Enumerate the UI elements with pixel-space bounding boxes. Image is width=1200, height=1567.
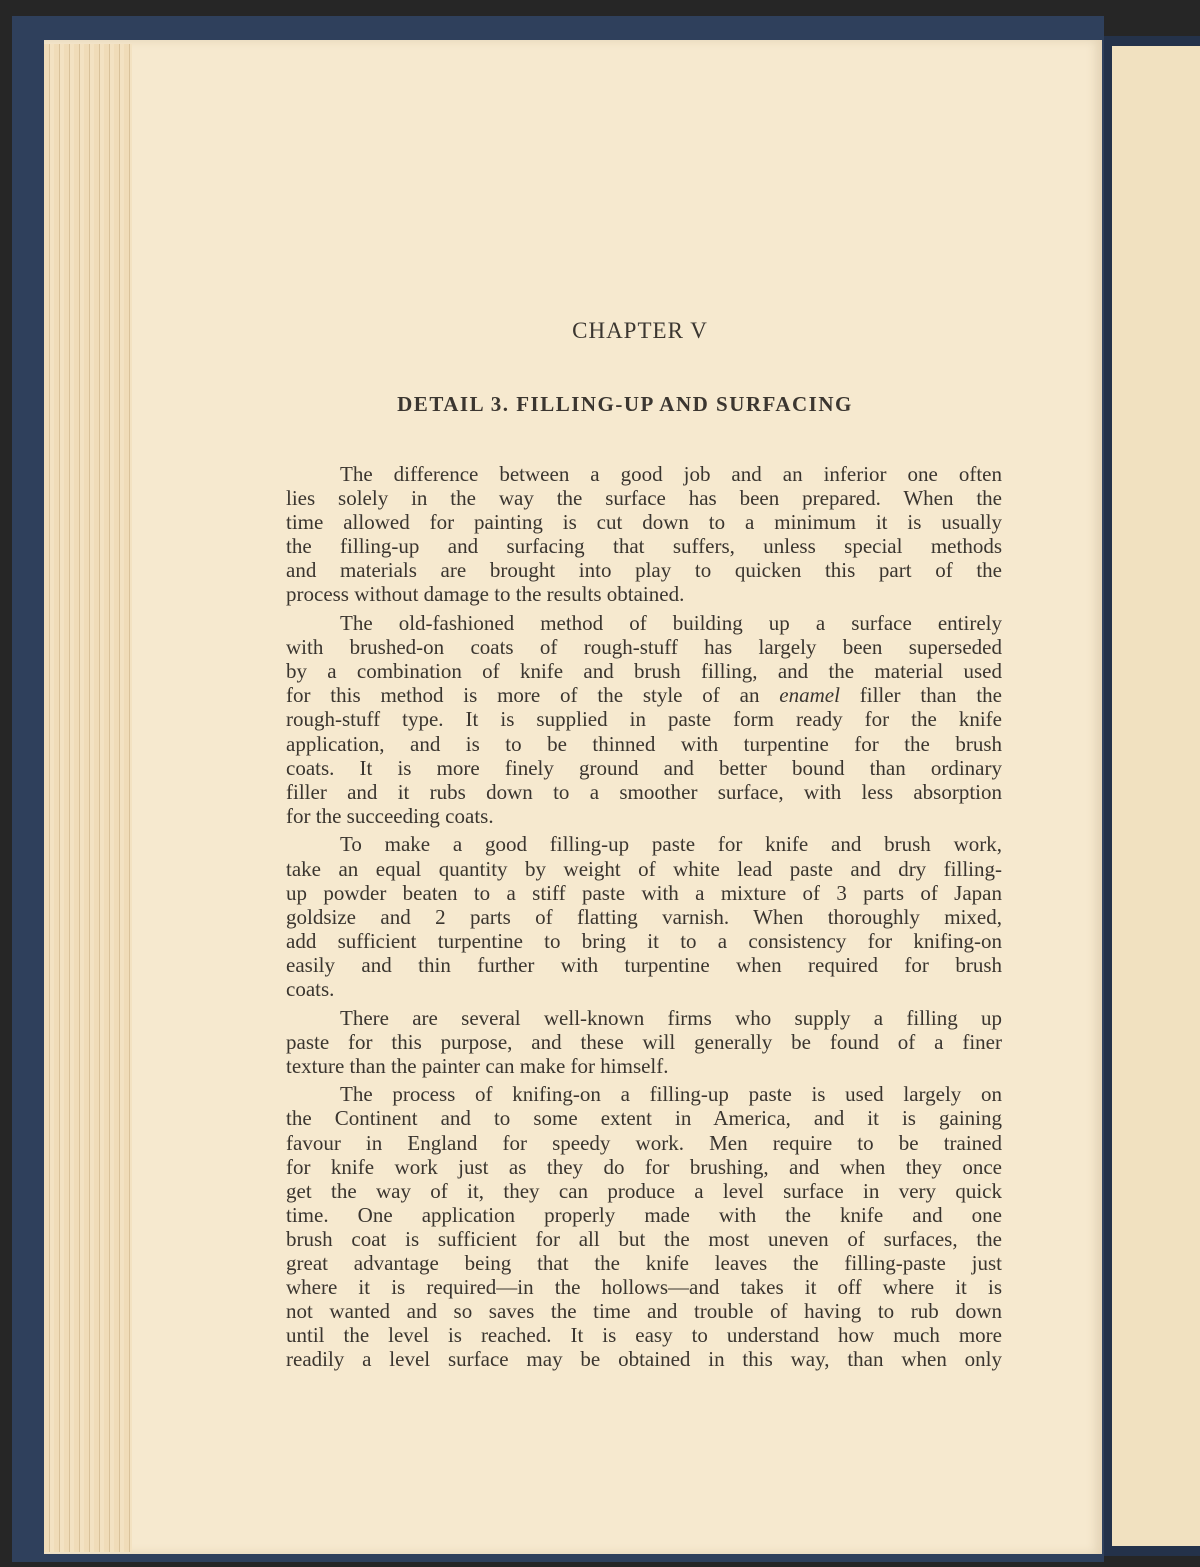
text-line: the Continent and to some extent in America, and it is gaining [286, 1106, 1002, 1131]
text-line: lies solely in the way the surface has been prepared. When the [286, 486, 1002, 511]
text-line: To make a good filling-up paste for knife and brush work, [340, 832, 1002, 857]
text-line: application, and is to be thinned with turpentine for the brush [286, 731, 1002, 756]
text-line: great advantage being that the knife leaves the filling-paste just [286, 1251, 1002, 1275]
text-line: The process of knifing-on a filling-up paste is used largely on [340, 1082, 1002, 1107]
text-line: by a combination of knife and brush filling, and the material used [286, 659, 1002, 684]
text-line: easily and thin further with turpentine when required for brush [286, 952, 1002, 977]
emphasis: enamel [779, 683, 840, 708]
text-line: time allowed for painting is cut down to a minimum it is usually [286, 510, 1002, 535]
text-line: for knife work just as they do for brushing, and when they once [286, 1154, 1002, 1179]
text-line: time. One application properly made with the knife and one [286, 1202, 1002, 1227]
text-line: take an equal quantity by weight of white lead paste and dry filling- [286, 856, 1002, 881]
next-page-edge [1112, 46, 1200, 1546]
text-line: for this method is more of the style of an enamel filler than the [286, 683, 1002, 708]
text-line: texture than the painter can make for himself. [286, 1053, 669, 1078]
paragraph [286, 1082, 1002, 1371]
text-line: readily a level surface may be obtained in this way, than when only [286, 1347, 1002, 1372]
paragraph [286, 832, 1002, 1001]
text-line: There are several well-known firms who supply a filling up [340, 1005, 1002, 1030]
text-line: until the level is reached. It is easy to understand how much more [286, 1323, 1002, 1348]
text-line: the filling-up and surfacing that suffers, unless special methods [286, 534, 1002, 559]
text-line: with brushed-on coats of rough-stuff has largely been superseded [286, 635, 1002, 660]
text-line: goldsize and 2 parts of flatting varnish. When thoroughly mixed, [286, 904, 1002, 929]
section-title: DETAIL 3. FILLING-UP AND SURFACING [397, 392, 853, 416]
paragraph [286, 462, 1002, 607]
body-text [286, 462, 1002, 1376]
chapter-title: CHAPTER V [572, 318, 708, 343]
text-line: brush coat is sufficient for all but the most uneven of surfaces, the [286, 1226, 1002, 1251]
paragraph [286, 611, 1002, 828]
page-edges [44, 44, 132, 1552]
text-line: coats. It is more finely ground and better bound than ordinary [286, 755, 1002, 780]
text-line: process without damage to the results obtained. [286, 582, 685, 607]
text-line: coats. [286, 976, 335, 1001]
text-line: favour in England for speedy work. Men require to be trained [286, 1130, 1002, 1155]
text-line: up powder beaten to a stiff paste with a mixture of 3 parts of Japan [286, 880, 1002, 905]
text-line: for the succeeding coats. [286, 803, 494, 828]
text-line: not wanted and so saves the time and trouble of having to rub down [286, 1299, 1002, 1324]
text-line: filler and it rubs down to a smoother surface, with less absorption [286, 779, 1002, 804]
text-line: The difference between a good job and an inferior one often [340, 462, 1002, 486]
text-line: and materials are brought into play to quicken this part of the [286, 558, 1002, 583]
text-line: add sufficient turpentine to bring it to a consistency for knifing-on [286, 928, 1002, 953]
text-line: The old-fashioned method of building up a surface entirely [340, 611, 1002, 636]
text-line: where it is required—in the hollows—and takes it off where it is [286, 1275, 1002, 1300]
paragraph [286, 1006, 1002, 1078]
text-line: get the way of it, they can produce a level surface in very quick [286, 1178, 1002, 1203]
text-line: paste for this purpose, and these will generally be found of a finer [286, 1029, 1002, 1054]
text-line: rough-stuff type. It is supplied in paste form ready for the knife [286, 707, 1002, 732]
